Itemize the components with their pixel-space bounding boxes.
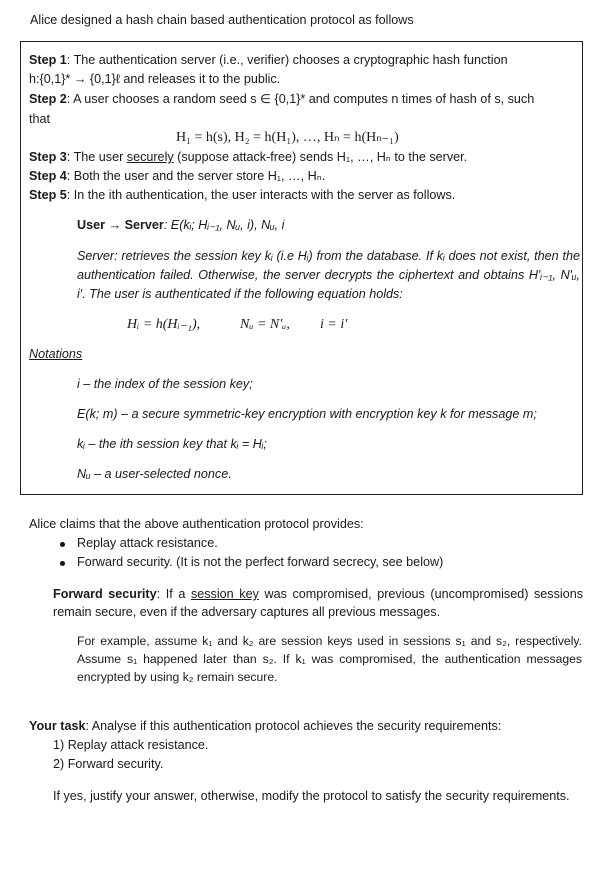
forward-post: was compromised, previous (uncompromised) sessions remain secure, even if the adversary captures all previous messages. [53,587,584,619]
step3 [29,149,467,166]
forward-paragraph [53,585,583,621]
bullet-dot [60,561,65,566]
step2-formula: H₁ = h(s), H₂ = h(H₁), …, Hₙ = h(Hₙ₋₁) [176,130,399,145]
bullet-dot [60,542,65,547]
task-item: 2) Forward security. [53,757,164,771]
step5-label: Step 5 [29,188,67,202]
task-line [29,718,501,735]
server-eq3: i = i′ [320,317,348,332]
step2-text-b: that [29,112,51,126]
server-text: : retrieves the session key kᵢ (i.e Hᵢ) from the database. If kᵢ does not exist, then the authentication failed. Otherwise, the server decrypts the ciphertext and obtains H′ᵢ₋₁, N′ᵤ, i′. The user is authenticated if the following equation holds: [77,249,580,301]
intro-text: Alice designed a hash chain based authentication protocol as follows [30,13,414,27]
message-text: : E(kᵢ; Hᵢ₋₁, Nᵤ, i), Nᵤ, i [163,218,285,232]
forward-label: Forward security [53,587,157,601]
task-closing: If yes, justify your answer, otherwise, modify the protocol to satisfy the security requirements. [53,789,570,803]
step1 [29,52,508,69]
step1-text-b: h:{0,1}* → {0,1}ℓ and releases it to the public. [29,72,281,86]
step4-label: Step 4 [29,169,67,183]
step1-label: Step 1 [29,53,67,67]
step5-text: : In the ith authentication, the user interacts with the server as follows. [66,188,456,202]
notation-item: Nᵤ – a user-selected nonce. [77,467,232,481]
task-label: Your task [29,719,86,733]
step2 [29,91,534,108]
step3-post: (suppose attack-free) sends H₁, …, Hₙ to the server. [173,150,468,164]
step3-underlined: securely [126,150,174,164]
step1-text-a: : The authentication server (i.e., verifier) chooses a cryptographic hash function [66,53,508,67]
notations-title: Notations [29,347,83,361]
forward-pre: : If a [156,587,191,601]
step2-text-a: : A user chooses a random seed s ∈ {0,1}* and computes n times of hash of s, such [66,92,535,106]
message-line [77,217,284,234]
task-text: : Analyse if this authentication protocol achieves the security requirements: [85,719,502,733]
forward-underlined: session key [190,587,259,601]
step3-label: Step 3 [29,150,67,164]
step5 [29,187,455,204]
example-paragraph: For example, assume k₁ and k₂ are session keys used in sessions s₁ and s₂, respectively. Assume s₁ happened later than s₂. If k₁ was compromised, the authentication messages encrypted by using k₂ remain secure. [77,634,582,684]
message-label: User → Server [77,218,164,232]
notation-item: E(k; m) – a secure symmetric-key encryption with encryption key k for message m; [77,407,537,421]
server-eq2: Nᵤ = N′ᵤ, [240,317,290,332]
server-eq1: Hᵢ = h(Hᵢ₋₁), [127,317,201,332]
server-paragraph [77,247,580,304]
server-label: Server [77,249,115,263]
notation-item: i – the index of the session key; [77,377,253,391]
step3-pre: : The user [66,150,127,164]
step2-label: Step 2 [29,92,67,106]
claims-intro: Alice claims that the above authentication protocol provides: [29,517,364,531]
claim-bullet: Replay attack resistance. [77,536,218,550]
notation-item: kᵢ – the ith session key that kᵢ = Hᵢ; [77,437,267,451]
step4 [29,168,325,185]
step4-text: : Both the user and the server store H₁, …, Hₙ. [66,169,326,183]
task-item: 1) Replay attack resistance. [53,738,209,752]
claim-bullet: Forward security. (It is not the perfect forward secrecy, see below) [77,555,444,569]
